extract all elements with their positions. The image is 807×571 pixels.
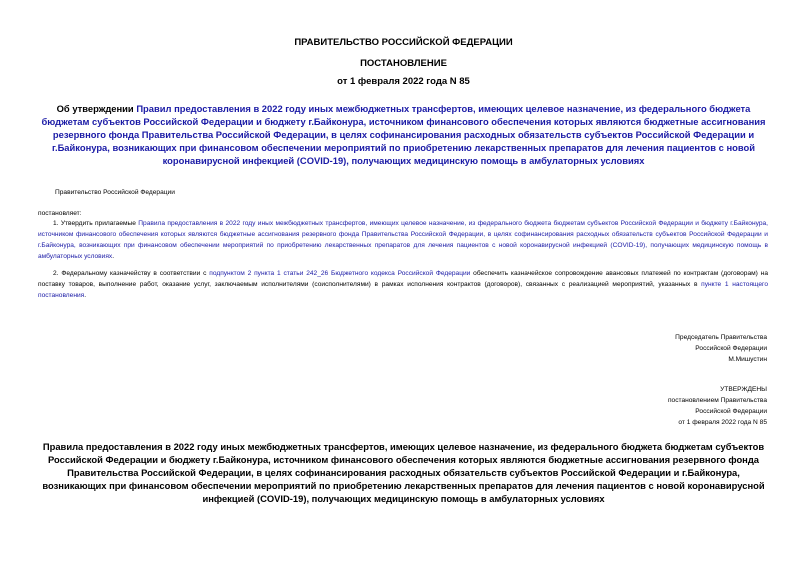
document-title <box>40 102 767 167</box>
approved-line-2: постановлением Правительства <box>667 397 767 404</box>
p2-paragraph-1-link[interactable]: пункте 1 настоящего постановления <box>38 281 768 299</box>
government-heading: ПРАВИТЕЛЬСТВО РОССИЙСКОЙ ФЕДЕРАЦИИ <box>294 37 513 48</box>
p1-end: . <box>112 253 115 260</box>
p2-end: . <box>84 292 87 299</box>
signature-line-2: Российской Федерации <box>695 345 767 352</box>
rules-title: Правила предоставления в 2022 году иных межбюджетных трансфертов, имеющих целевое назначение, из федерального бюджета бюджетам субъектов Российской Федерации и бюджету г.Байконура, источником финансового обеспечения которых являются бюджетные ассигнования резервного фонда Правительства Российской Федерации, в целях софинансирования расходных обязательств субъектов Российской Федерации и г.Байконура, возникающих при финансовом обеспечении мероприятий по приобретению лекарственных препаратов для лечения пациентов с новой коронавирусной инфекцией (COVID-19), получающих медицинскую помощь в амбулаторных условиях <box>42 441 765 504</box>
approved-line-4: от 1 февраля 2022 года N 85 <box>678 419 767 426</box>
p1-text: 1. Утвердить прилагаемые <box>53 220 136 227</box>
signature-line-1: Председатель Правительства <box>675 334 767 341</box>
approved-line-3: Российской Федерации <box>695 408 767 415</box>
decrees-label: постановляет: <box>38 210 82 217</box>
p2-text-b: обеспечить казначейское сопровождение авансовых платежей по контрактам (договорам) на поставку товаров, выполнение работ, оказание услуг, заключаемым исполнителями (соисполнителями) в рамках исполнения контрактов (договоров), связанных с реализацией мероприятий, указанных в <box>38 270 768 288</box>
p2-budget-code-link[interactable]: подпунктом 2 пункта 1 статьи 242_26 Бюджетного кодекса Российской Федерации <box>209 270 471 277</box>
document-type-heading: ПОСТАНОВЛЕНИЕ <box>360 58 447 69</box>
document-date-number: от 1 февраля 2022 года N 85 <box>337 76 470 87</box>
title-prefix: Об утверждении <box>56 103 134 114</box>
p1-rules-link[interactable]: Правила предоставления в 2022 году иных межбюджетных трансфертов, имеющих целевое назначение, из федерального бюджета бюджетам субъектов Российской Федерации и бюджету г.Байконура, источником финансового обеспечения которых являются бюджетные ассигнования резервного фонда Правительства Российской Федерации, в целях софинансирования расходных обязательств субъектов Российской Федерации и г.Байконура, возникающих при финансовом обеспечении мероприятий по приобретению лекарственных препаратов для лечения пациентов с новой коронавирусной инфекцией (COVID-19), получающих медицинскую помощь в амбулаторных условиях <box>38 220 768 260</box>
government-label: Правительство Российской Федерации <box>55 189 175 196</box>
p2-text-a: 2. Федеральному казначейству в соответствии с <box>53 270 207 277</box>
signature-line-3: М.Мишустин <box>728 356 767 363</box>
paragraph-1 <box>38 218 768 262</box>
title-rules-link[interactable]: Правил предоставления в 2022 году иных межбюджетных трансфертов, имеющих целевое назначение, из федерального бюджета бюджетам субъектов Российской Федерации и бюджету г.Байконура, источником финансового обеспечения которых являются бюджетные ассигнования резервного фонда Правительства Российской Федерации, в целях софинансирования расходных обязательств субъектов Российской Федерации и г.Байконура, возникающих при финансовом обеспечении мероприятий по приобретению лекарственных препаратов для лечения пациентов с новой коронавирусной инфекцией (COVID-19), получающих медицинскую помощь в амбулаторных условиях <box>41 103 766 166</box>
signature-block <box>467 332 767 365</box>
paragraph-2 <box>38 268 768 301</box>
approved-block <box>467 384 767 428</box>
approved-line-1: УТВЕРЖДЕНЫ <box>720 386 767 393</box>
